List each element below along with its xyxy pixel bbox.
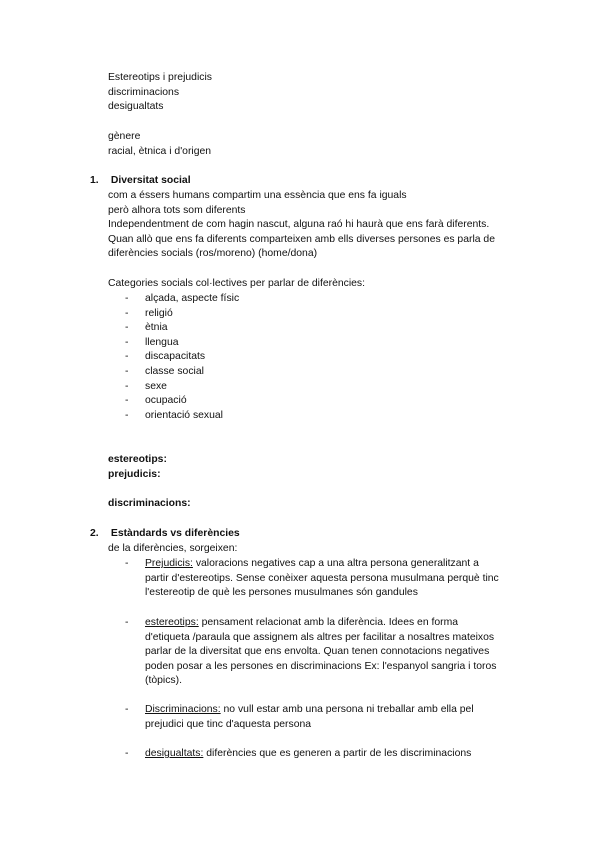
dash-marker: - bbox=[125, 409, 129, 421]
list-item-text: religió bbox=[145, 307, 173, 319]
definition-text: no vull estar amb una persona ni treballar amb ella pel bbox=[220, 704, 474, 715]
term-label: desigualtats: bbox=[145, 748, 204, 759]
dash-marker: - bbox=[125, 322, 129, 334]
intro-line: gènere bbox=[108, 131, 141, 142]
categories-intro-text: Categories socials col·lectives per parlar de diferències: bbox=[108, 278, 365, 289]
intro-line: Estereotips i prejudicis bbox=[108, 72, 212, 83]
definition-text: pensament relacionat amb la diferència. Idees en forma bbox=[198, 617, 459, 628]
list-item-text: orientació sexual bbox=[145, 409, 223, 421]
dash-marker: - bbox=[125, 365, 129, 377]
list-item-text: alçada, aspecte físic bbox=[145, 293, 240, 304]
definition-discriminacions bbox=[125, 703, 525, 732]
dash-marker: - bbox=[125, 748, 129, 759]
intro-line: discriminacions bbox=[108, 86, 180, 98]
list-item-text: sexe bbox=[145, 380, 167, 392]
section-title: Diversitat social bbox=[110, 175, 191, 186]
list-item bbox=[125, 365, 525, 380]
list-item-text: classe social bbox=[145, 365, 204, 377]
paragraph-line: Independentment de com hagin nascut, alguna raó hi haurà que ens farà diferents. bbox=[108, 219, 490, 231]
section-2-intro-text: de la diferències, sorgeixen: bbox=[108, 543, 238, 554]
section-number: 1. bbox=[90, 175, 99, 186]
paragraph-line: diferències socials (ros/moreno) (home/dona) bbox=[108, 248, 318, 260]
dash-marker: - bbox=[125, 558, 129, 569]
section-title: Estàndards vs diferències bbox=[110, 528, 240, 539]
list-item-text: ocupació bbox=[145, 395, 187, 407]
definition-text: prejudici que tinc d'aquesta persona bbox=[145, 718, 312, 730]
term-discriminacions: discriminacions: bbox=[108, 498, 191, 509]
list-item bbox=[125, 321, 525, 336]
term-label: estereotips: bbox=[145, 617, 199, 628]
paragraph-line: Quan allò que ens fa diferents comparteixen amb ells diverses persones es parla de bbox=[108, 233, 495, 245]
definition-desigualtats bbox=[125, 747, 525, 762]
categories-intro bbox=[108, 277, 548, 292]
dash-marker: - bbox=[125, 293, 129, 304]
definition-estereotips bbox=[125, 616, 525, 689]
list-item bbox=[125, 307, 525, 322]
definition-text: diferències que es generen a partir de les discriminacions bbox=[203, 748, 472, 759]
dash-marker: - bbox=[125, 336, 129, 348]
terms-block bbox=[108, 453, 548, 482]
section-2-intro bbox=[108, 542, 548, 557]
term-prejudicis: prejudicis: bbox=[108, 468, 161, 480]
terms-block-2 bbox=[108, 497, 548, 512]
term-label: Discriminacions: bbox=[145, 704, 221, 715]
section-1-heading bbox=[90, 174, 550, 189]
section-number: 2. bbox=[90, 528, 99, 539]
definition-text: partir d'estereotips. Sense conèixer aquesta persona musulmana perquè tinc bbox=[145, 572, 499, 584]
term-estereotips: estereotips: bbox=[108, 454, 167, 465]
dash-marker: - bbox=[125, 380, 129, 392]
list-item bbox=[125, 409, 525, 424]
definition-prejudicis bbox=[125, 557, 525, 601]
list-item bbox=[125, 292, 525, 307]
dash-marker: - bbox=[125, 307, 129, 319]
section-2-heading bbox=[90, 527, 550, 542]
list-item-text: llengua bbox=[145, 336, 179, 348]
dash-marker: - bbox=[125, 351, 129, 363]
paragraph-line: com a éssers humans compartim una essència que ens fa iguals bbox=[108, 190, 407, 201]
term-label: Prejudicis: bbox=[145, 558, 193, 569]
list-item bbox=[125, 350, 525, 365]
intro-line: desigualtats bbox=[108, 101, 164, 113]
dash-marker: - bbox=[125, 704, 129, 715]
intro-block-2 bbox=[108, 130, 548, 159]
intro-line: racial, ètnica i d'origen bbox=[108, 145, 212, 157]
definition-text: parlar de la diversitat que ens envolta. Quan tenen connotacions negatives bbox=[145, 646, 490, 658]
list-item bbox=[125, 380, 525, 395]
list-item bbox=[125, 394, 525, 409]
intro-block bbox=[108, 71, 548, 115]
definition-text: poden posar a les persones en discriminacions Ex: l'espanyol sangria i toros bbox=[145, 660, 497, 672]
section-1-paragraph bbox=[108, 189, 548, 262]
categories-list bbox=[125, 292, 525, 423]
definition-text: l'estereotip de què les persones musulmanes són gandules bbox=[145, 587, 418, 599]
definition-text: d'etiqueta /paraula que assignem als altres per facilitar a nosaltres mateixos bbox=[145, 631, 495, 643]
paragraph-line: però alhora tots som diferents bbox=[108, 204, 246, 216]
dash-marker: - bbox=[125, 395, 129, 407]
list-item bbox=[125, 336, 525, 351]
definition-text: valoracions negatives cap a una altra persona generalitzant a bbox=[192, 558, 479, 569]
list-item-text: ètnia bbox=[145, 322, 168, 334]
dash-marker: - bbox=[125, 617, 129, 628]
definition-text: (tòpics). bbox=[145, 675, 182, 687]
list-item-text: discapacitats bbox=[145, 351, 206, 363]
